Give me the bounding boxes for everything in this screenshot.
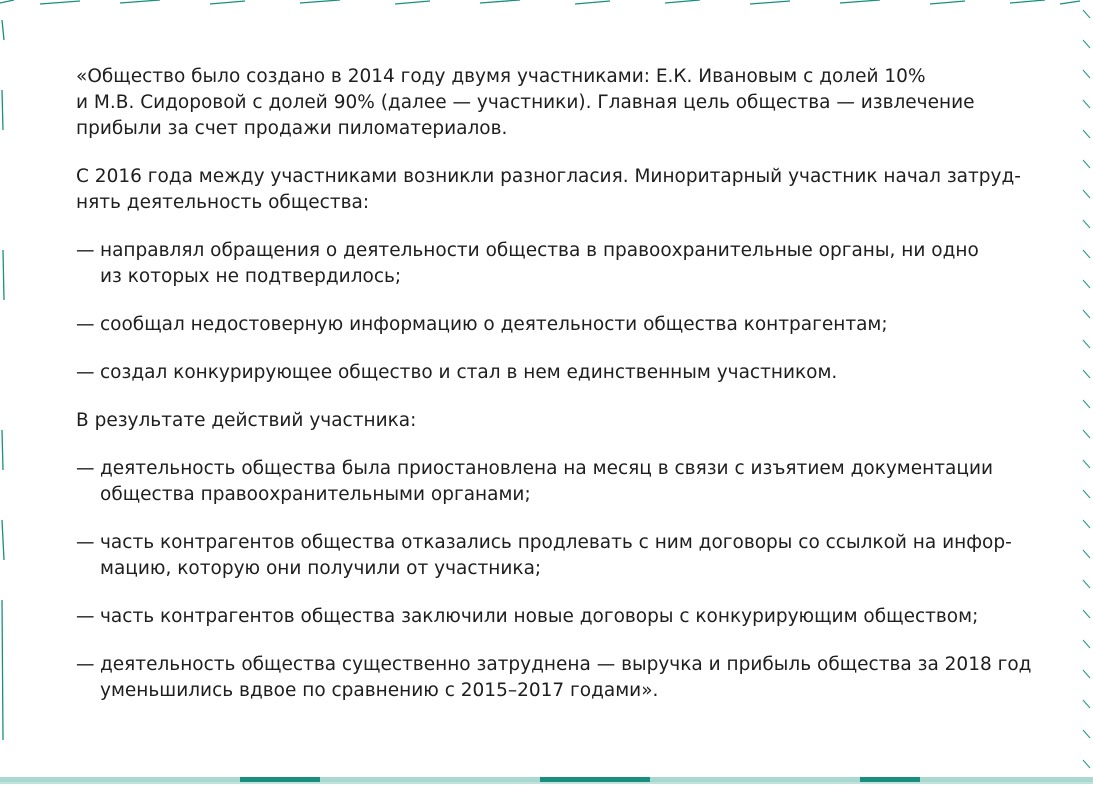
bullet-dash: — bbox=[76, 362, 95, 383]
list-item-text: направлял обращения о деятельности общества в правоохранительные органы, ни одно из которых не подтвердилось; bbox=[100, 240, 979, 287]
list-item bbox=[76, 530, 1036, 582]
bottom-border bbox=[0, 777, 1093, 783]
paragraph-results: В результате действий участника: bbox=[76, 410, 417, 431]
list-item-text: деятельность общества была приостановлена на месяц в связи с изъятием документации общества правоохранительными органами; bbox=[100, 458, 993, 505]
list-item-text: создал конкурирующее общество и стал в нем единственным участником. bbox=[100, 362, 838, 383]
bullet-dash: — bbox=[76, 606, 95, 627]
list-results bbox=[76, 456, 1036, 704]
bullet-dash: — bbox=[76, 532, 95, 553]
list-item-text: часть контрагентов общества заключили новые договоры с конкурирующим обществом; bbox=[100, 606, 979, 627]
bullet-dash: — bbox=[76, 654, 95, 675]
list-item bbox=[76, 238, 1036, 290]
list-item bbox=[76, 456, 1036, 508]
list-item bbox=[76, 312, 1036, 338]
list-item bbox=[76, 652, 1036, 704]
paragraph-conflict: С 2016 года между участниками возникли разногласия. Миноритарный участник начал затруд- нять деятельность общества: bbox=[76, 166, 1021, 213]
list-item bbox=[76, 604, 1036, 630]
bullet-dash: — bbox=[76, 458, 95, 479]
list-item-text: деятельность общества существенно затруднена — выручка и прибыль общества за 2018 год уменьшились вдвое по сравнению с 2015–2017 годами». bbox=[100, 654, 1032, 701]
paragraph-intro: «Общество было создано в 2014 году двумя участниками: Е.К. Ивановым с долей 10% и М.В. Сидоровой с долей 90% (далее — участники). Главная цель общества — извлечение прибыли за счет продажи пиломатериалов. bbox=[76, 66, 975, 139]
list-item bbox=[76, 360, 1036, 386]
bullet-dash: — bbox=[76, 240, 95, 261]
right-border bbox=[1083, 10, 1090, 768]
document-body bbox=[76, 64, 1036, 704]
list-item-text: часть контрагентов общества отказались продлевать с ним договоры со ссылкой на инфор- мацию, которую они получили от участника; bbox=[100, 532, 1012, 579]
left-border bbox=[2, 20, 4, 740]
top-border bbox=[0, 0, 1080, 4]
list-item-text: сообщал недостоверную информацию о деятельности общества контрагентам; bbox=[100, 314, 888, 335]
list-actions bbox=[76, 238, 1036, 386]
bullet-dash: — bbox=[76, 314, 95, 335]
